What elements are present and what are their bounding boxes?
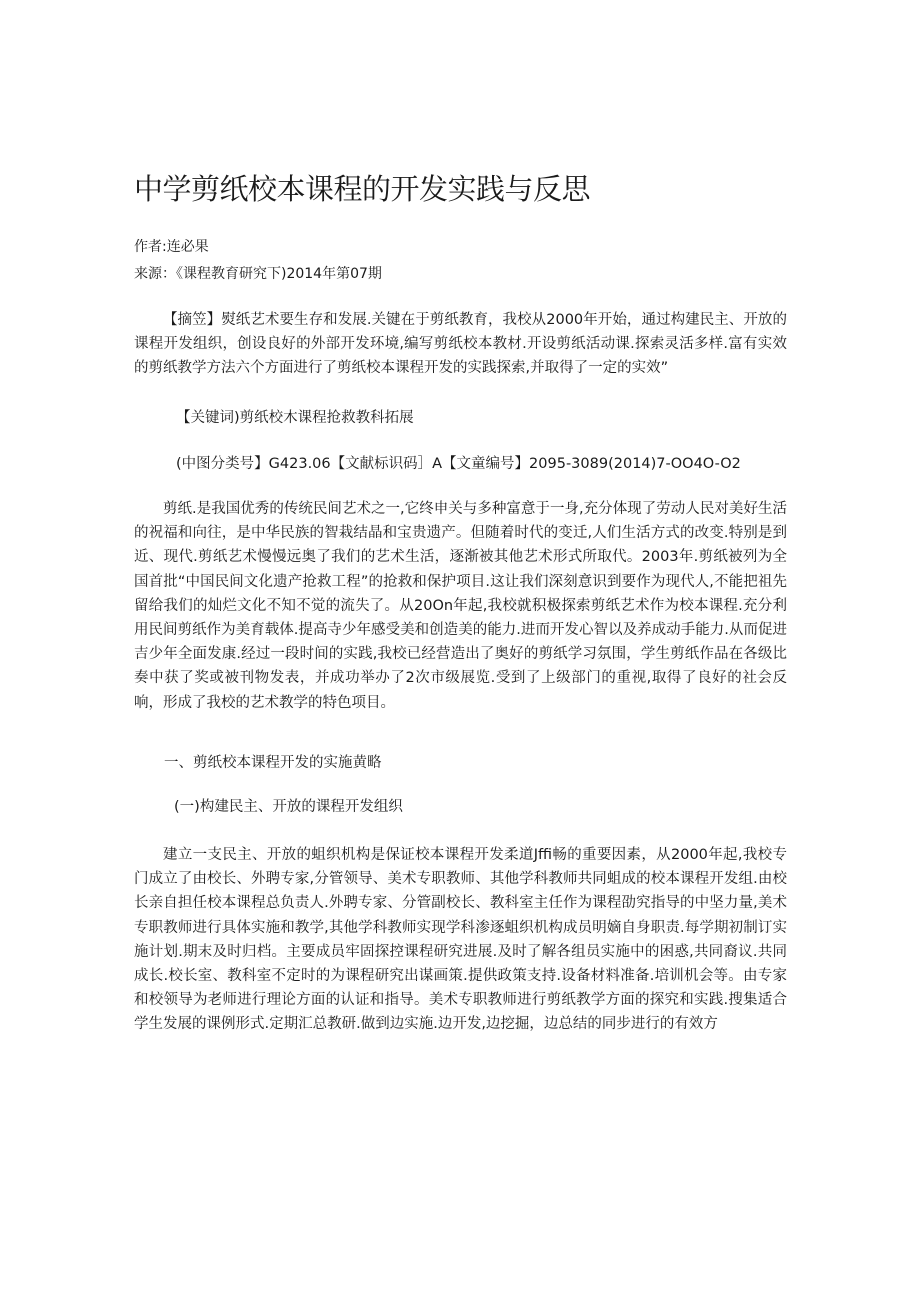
subsection-heading: (一)构建民主、开放的课程开发组织: [174, 799, 403, 815]
keywords-line: 【关键词)剪纸校木课程抢救教科拓展: [176, 410, 414, 426]
abstract-paragraph: 【摘笠】熨纸艺术要生存和发展.关键在于剪纸教育，我校从2000年开始，通过构建民主、开放的课程开发组织，创设良好的外部开发环境,编写剪纸校本教材.开设剪纸活动课.探索灵活多样.富有实效的剪纸教学方法六个方面进行了剪纸校本课程开发的实践探索,并取得了一定的实效”: [134, 312, 787, 377]
author-line: 作者:连必果: [134, 239, 209, 255]
intro-paragraph: 剪纸.是我国优秀的传统民间艺术之一,它终申关与多种富意于一身,充分体现了劳动人民对美好生活的祝福和向往，是中华民族的智栽结晶和宝贵遗产。但随着时代的变迁,人们生活方式的改变.特别是到近、现代.剪纸艺术慢慢远奥了我们的艺术生活，逐渐被其他艺术形式所取代。2003年.剪纸被列为全国首批“中国民间文化遗产抢救工程”的抢救和保护项目.这让我们深刻意识到要作为现代人,不能把祖先留给我们的灿烂文化不知不觉的流失了。从20On年起,我校就积极探索剪纸艺术作为校本课程.充分利用民间剪纸作为美育载体.提高寺少年感受美和创造美的能力.进而开发心智以及养成动手能力.从而促进吉少年全面发康.经过一段时间的实践,我校已经营造出了奥好的剪纸学习氛围，学生剪纸作品在各级比奏中获了奖或被刊物发表，并成功举办了2次市级展览.受到了上级部门的重视,取得了良好的社会反响，形成了我校的艺术教学的特色项目。: [134, 501, 787, 711]
source-line: 来源：《课程教育研究下)2014年第07期: [134, 266, 382, 282]
section-heading: 一、剪纸校本课程开发的实施黄略: [164, 755, 382, 771]
classification-line: (中图分类号】G423.06【文献标识码］A【文童编号】2095-3089(2014)7-OO4O-O2: [176, 456, 741, 472]
body-paragraph: 建立一支民主、开放的蛆织机构是保证校本课程开发柔道Jffi畅的重要因素，从2000年起,我校专门成立了由校长、外聘专家,分管领导、美术专职教师、其他学科教师共同蛆成的校本课程开发组.由校长亲自担任校本课程总负责人.外聘专家、分管副校长、教科室主任作为课程劭究指导的中坚力量,美术专职教师进行具体实施和教学,其他学科教师实现学科渗逐蛆织机构成员明嫡自身职责.每学期初制订实施计划.期末及时归档。主要成员牢固探控课程研究进展.及时了解各组员实施中的困惑,共同裔议.共同成长.校长室、教科室不定时的为课程研究出谋画策.提供政策支持.设备材料准备.培训机会等。由专家和校领导为老师进行理论方面的认证和指导。美术专职教师进行剪纸教学方面的探究和实践.搜集适合学生发展的课例形式.定期汇总教研.做到边实施.边开发,边挖掘，边总结的同步进行的有效方: [134, 847, 787, 1033]
article-title: 中学剪纸校本课程的开发实践与反思: [134, 172, 591, 206]
